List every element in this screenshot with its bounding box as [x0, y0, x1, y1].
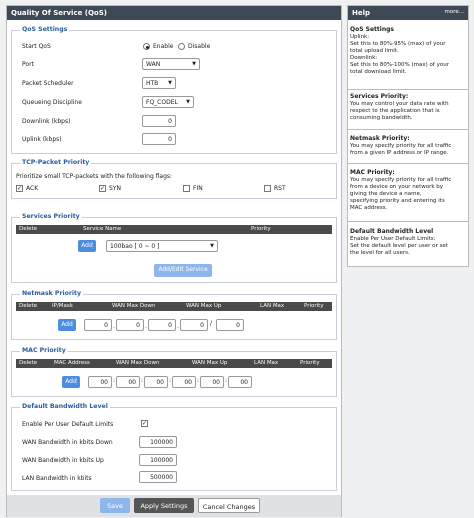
help-text: from a given IP address or IP range.	[350, 150, 449, 156]
help-text: specifying priority and entering its	[350, 198, 445, 204]
services-heading: Services Priority	[22, 213, 80, 220]
ip-octet-4[interactable]: 0	[180, 319, 208, 331]
help-text: Set this to 80%-100% (max) of your	[350, 62, 449, 68]
help-divider	[348, 163, 468, 164]
rst-checkbox[interactable]	[264, 185, 271, 192]
dot-separator: .	[113, 323, 115, 330]
port-value: WAN	[146, 61, 161, 68]
col-wan-max-down: WAN Max Down	[112, 303, 156, 309]
wan-down-input[interactable]: 100000	[139, 436, 177, 448]
mac-octet-4[interactable]: 00	[172, 376, 196, 388]
wan-up-input[interactable]: 100000	[139, 454, 177, 466]
save-button[interactable]: Save	[100, 498, 130, 513]
dot-separator: .	[145, 323, 147, 330]
help-netmask-block	[350, 135, 466, 157]
disable-label: Disable	[188, 43, 211, 50]
tcp-priority-section	[11, 159, 337, 199]
help-text: Uplink:	[350, 34, 370, 40]
ip-mask-input[interactable]: 0	[216, 319, 244, 331]
chevron-down-icon: ▼	[168, 80, 172, 86]
help-divider	[348, 89, 468, 90]
bandwidth-section	[11, 403, 337, 491]
col-priority: Priority	[304, 303, 324, 309]
help-text: You may control your data rate with	[350, 101, 449, 107]
uplink-input[interactable]: 0	[142, 133, 176, 145]
ip-octet-2[interactable]: 0	[116, 319, 144, 331]
enable-label: Enable	[153, 43, 174, 50]
help-netmask-title: Netmask Priority:	[350, 135, 410, 142]
help-text: total download limit.	[350, 69, 407, 75]
dot-separator: .	[177, 323, 179, 330]
chevron-down-icon: ▼	[192, 61, 196, 67]
colon-separator: :	[113, 377, 116, 384]
lan-label: LAN Bandwidth in kbits	[22, 475, 92, 482]
help-text: You may specify priority for all traffic	[350, 143, 452, 149]
chevron-down-icon: ▼	[210, 243, 214, 249]
help-services-block	[350, 93, 466, 122]
syn-checkbox[interactable]: ✓	[100, 185, 106, 192]
help-text: consuming bandwidth.	[350, 115, 413, 121]
col-service-name: Service Name	[83, 226, 122, 232]
rst-label: RST	[274, 185, 286, 192]
mac-octet-3[interactable]: 00	[144, 376, 168, 388]
help-title: Help	[352, 9, 371, 17]
colon-separator: :	[225, 377, 228, 384]
col-wan-max-up: WAN Max Up	[186, 303, 222, 309]
more-link[interactable]: more...	[444, 9, 464, 15]
help-divider	[348, 129, 468, 130]
mac-priority-section	[11, 347, 337, 397]
tcp-description: Prioritize small TCP-packets with the following flags:	[16, 173, 173, 180]
mac-heading: MAC Priority	[22, 347, 66, 354]
netmask-table-header	[16, 302, 332, 311]
queue-value: FQ_CODEL	[146, 99, 178, 106]
slash-separator: /	[210, 320, 213, 327]
help-mac-title: MAC Priority:	[350, 169, 395, 176]
help-text: total upload limit.	[350, 48, 399, 54]
col-priority: Priority	[251, 226, 271, 232]
bandwidth-heading: Default Bandwidth Level	[22, 403, 108, 410]
help-bandwidth-block	[350, 228, 466, 257]
help-text: the level for all users.	[350, 250, 410, 256]
fin-label: FIN	[193, 185, 203, 192]
add-netmask-button[interactable]: Add	[58, 319, 76, 331]
downlink-input[interactable]: 0	[142, 115, 176, 127]
ack-label: ACK	[26, 185, 39, 192]
col-delete: Delete	[19, 226, 38, 232]
help-qos-block	[350, 26, 466, 76]
help-text: Set the default level per user or set	[350, 243, 448, 249]
col-priority: Priority	[300, 360, 320, 366]
colon-separator: :	[169, 377, 172, 384]
help-text: You may specify priority for all traffic	[350, 177, 452, 183]
enable-limits-checkbox[interactable]: ✓	[142, 420, 148, 427]
wan-up-label: WAN Bandwidth in kbits Up	[22, 457, 104, 464]
help-text: Downlink:	[350, 55, 378, 61]
help-services-title: Services Priority:	[350, 93, 409, 100]
ack-checkbox[interactable]: ✓	[17, 185, 23, 192]
help-text: Enable Per User Default Limits:	[350, 236, 436, 242]
mac-octet-5[interactable]: 00	[200, 376, 224, 388]
add-service-button[interactable]: Add	[78, 240, 96, 252]
scheduler-label: Packet Scheduler	[22, 80, 74, 87]
colon-separator: :	[141, 377, 144, 384]
netmask-heading: Netmask Priority	[22, 290, 82, 297]
ip-octet-3[interactable]: 0	[148, 319, 176, 331]
uplink-label: Uplink (kbps)	[22, 136, 62, 143]
col-lan-max: LAN Max	[254, 360, 279, 366]
downlink-label: Downlink (kbps)	[22, 118, 71, 125]
help-qos-title: QoS Settings	[350, 26, 394, 33]
queue-label: Queueing Discipline	[22, 99, 82, 106]
help-text: giving the device a name,	[350, 191, 422, 197]
help-text: MAC address.	[350, 205, 388, 211]
fin-checkbox[interactable]	[183, 185, 190, 192]
help-divider	[348, 221, 468, 222]
disable-radio[interactable]	[178, 43, 185, 50]
qos-settings-heading: QoS Settings	[22, 26, 68, 33]
syn-label: SYN	[109, 185, 121, 192]
tcp-priority-heading: TCP-Packet Priority	[22, 159, 90, 166]
enable-limits-label: Enable Per User Default Limits	[22, 421, 114, 428]
col-delete: Delete	[19, 360, 38, 366]
col-lan-max: LAN Max	[260, 303, 285, 309]
scheduler-value: HTB	[146, 80, 159, 87]
mac-octet-1[interactable]: 00	[88, 376, 112, 388]
services-priority-section	[11, 213, 337, 283]
col-ip-mask: IP/Mask	[52, 303, 73, 309]
add-edit-service-button[interactable]: Add/Edit Service	[154, 264, 212, 277]
col-wan-max-up: WAN Max Up	[192, 360, 228, 366]
help-bandwidth-title: Default Bandwidth Level	[350, 228, 434, 235]
help-header	[348, 6, 468, 20]
main-panel	[6, 5, 342, 517]
service-select[interactable]	[106, 240, 218, 252]
col-delete: Delete	[19, 303, 38, 309]
port-select[interactable]	[142, 58, 200, 70]
help-panel	[347, 5, 469, 267]
lan-input[interactable]: 500000	[139, 471, 177, 483]
queue-select[interactable]	[142, 96, 194, 108]
netmask-priority-section	[11, 290, 337, 340]
chevron-down-icon: ▼	[186, 99, 190, 105]
add-mac-button[interactable]: Add	[62, 376, 80, 388]
mac-octet-2[interactable]: 00	[116, 376, 140, 388]
colon-separator: :	[197, 377, 200, 384]
help-text: from a device on your network by	[350, 184, 444, 190]
start-qos-label: Start QoS	[22, 43, 51, 50]
qos-settings-section	[11, 26, 337, 154]
mac-table-header	[16, 359, 332, 368]
mac-octet-6[interactable]: 00	[228, 376, 252, 388]
col-wan-max-down: WAN Max Down	[116, 360, 160, 366]
apply-settings-button[interactable]: Apply Settings	[134, 498, 194, 513]
port-label: Port	[22, 61, 34, 68]
services-table-header	[16, 225, 332, 234]
cancel-changes-button[interactable]: Cancel Changes	[198, 498, 260, 513]
service-value: 100bao [ 0 ~ 0 ]	[110, 243, 160, 250]
scheduler-select[interactable]	[142, 77, 176, 89]
wan-down-label: WAN Bandwidth in kbits Down	[22, 439, 113, 446]
help-text: respect to the application that is	[350, 108, 440, 114]
enable-radio[interactable]	[143, 43, 150, 50]
help-text: Set this to 80%-95% (max) of your	[350, 41, 446, 47]
help-mac-block	[350, 169, 466, 212]
col-mac-address: MAC Address	[54, 360, 90, 366]
ip-octet-1[interactable]: 0	[84, 319, 112, 331]
page-title: Quality Of Service (QoS)	[7, 6, 341, 20]
